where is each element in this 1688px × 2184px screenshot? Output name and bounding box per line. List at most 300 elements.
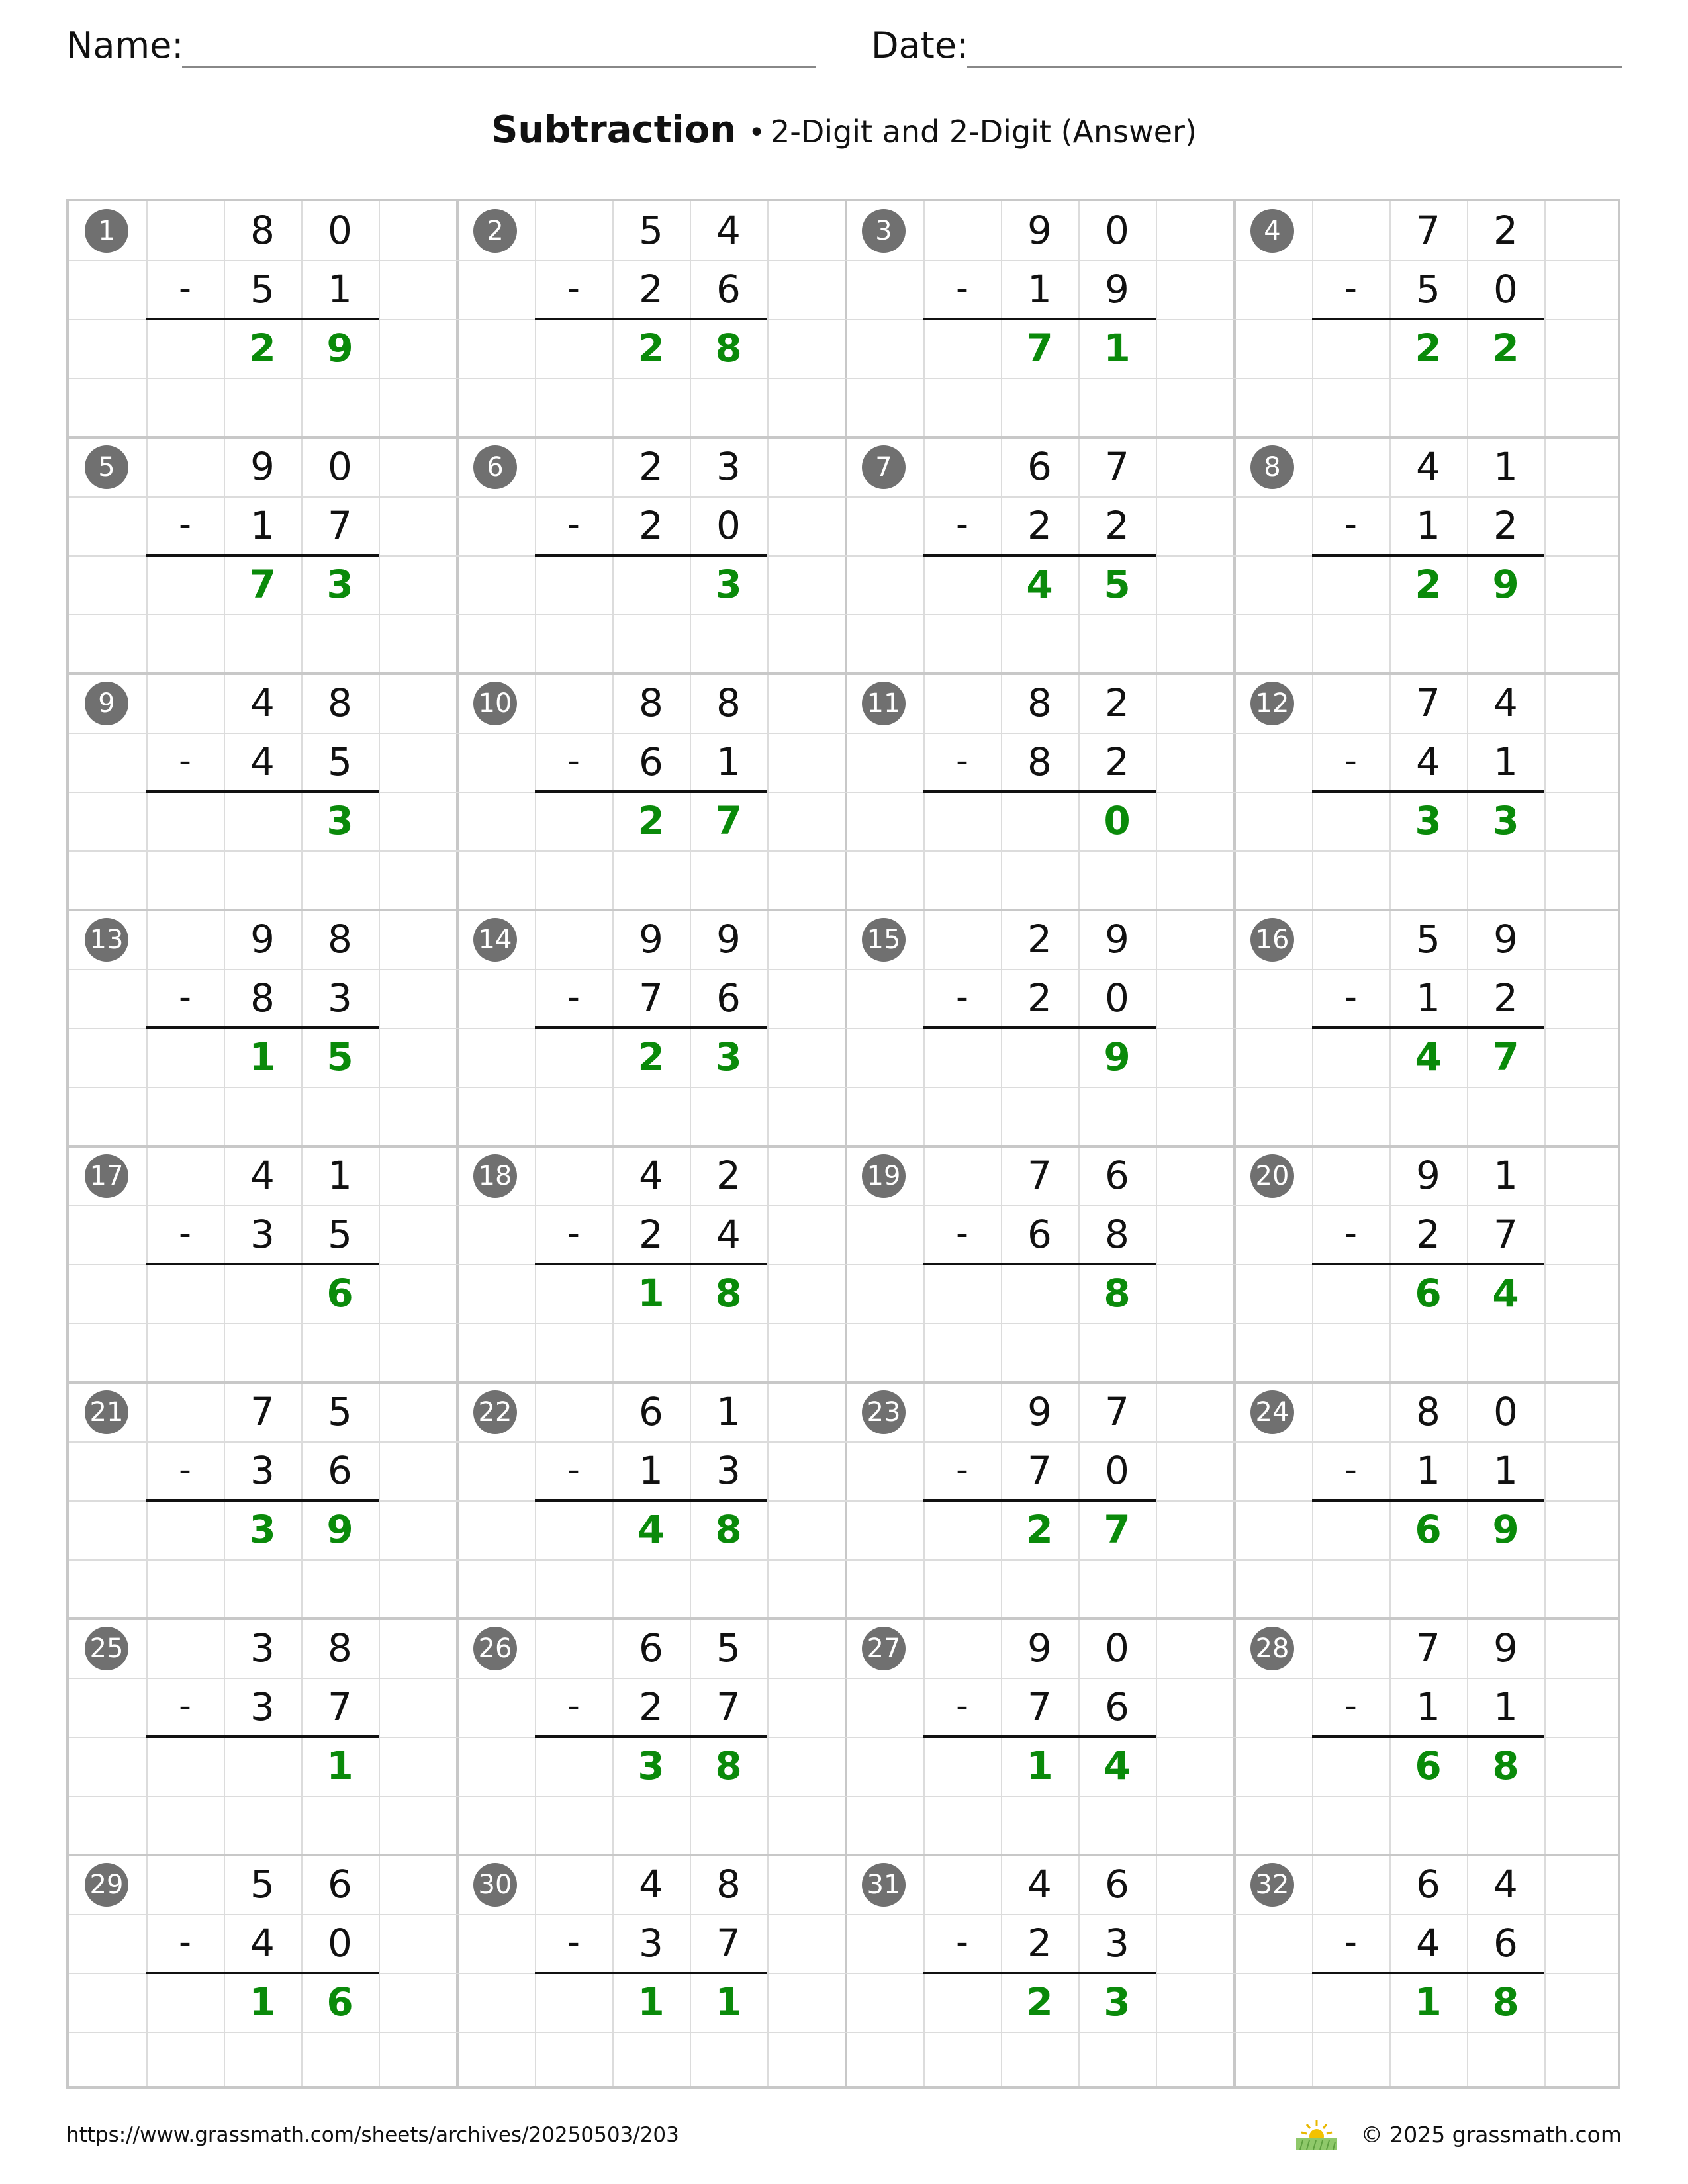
subtrahend-tens-digit: 6	[639, 739, 663, 784]
problem-number-badge: 19	[862, 1154, 906, 1198]
minuend-ones-digit: 8	[716, 680, 741, 725]
subtrahend-ones-digit: 5	[328, 1212, 352, 1257]
subtrahend-tens-digit: 6	[1027, 1212, 1052, 1257]
minus-sign: -	[567, 269, 580, 308]
minuend-tens-digit: 6	[1416, 1862, 1440, 1907]
minus-sign: -	[1344, 741, 1357, 781]
subtrahend-ones-digit: 1	[1493, 739, 1518, 784]
problem-30	[457, 1855, 846, 2091]
problem-number-badge: 11	[862, 682, 906, 725]
minuend-tens-digit: 9	[1027, 1389, 1052, 1434]
problem-7	[846, 437, 1235, 674]
answer-ones-digit: 3	[715, 1034, 742, 1079]
name-line[interactable]	[182, 66, 816, 68]
answer-ones-digit: 3	[1103, 1979, 1131, 2025]
problem-11	[846, 674, 1235, 910]
minus-sign: -	[567, 1214, 580, 1253]
subtrahend-tens-digit: 7	[1027, 1448, 1052, 1493]
subtrahend-tens-digit: 3	[639, 1921, 663, 1966]
minuend-tens-digit: 6	[639, 1625, 663, 1670]
name-field[interactable]	[66, 24, 816, 68]
answer-ones-digit: 1	[1103, 326, 1131, 371]
minuend-ones-digit: 0	[328, 208, 352, 253]
problem-9	[69, 674, 457, 910]
problem-15	[846, 910, 1235, 1146]
minuend-tens-digit: 9	[1027, 1625, 1052, 1670]
answer-tens-digit	[1001, 792, 1078, 850]
subtrahend-ones-digit: 1	[716, 739, 741, 784]
answer-ones-digit: 9	[326, 326, 353, 371]
subtrahend-tens-digit: 5	[1416, 267, 1440, 312]
minus-sign: -	[179, 978, 191, 1017]
problem-number-badge: 25	[85, 1627, 128, 1670]
subtrahend-tens-digit: 4	[250, 739, 275, 784]
answer-ones-digit: 1	[326, 1743, 353, 1788]
answer-ones-digit: 5	[326, 1034, 353, 1079]
answer-tens-digit: 2	[1026, 1507, 1053, 1552]
answer-tens-digit: 1	[249, 1979, 276, 2025]
answer-ones-digit: 4	[1103, 1743, 1131, 1788]
problem-5	[69, 437, 457, 674]
minus-sign: -	[956, 1450, 968, 1490]
answer-tens-digit: 3	[637, 1743, 665, 1788]
minuend-ones-digit: 5	[716, 1625, 741, 1670]
subtrahend-tens-digit: 3	[250, 1684, 275, 1729]
answer-ones-digit: 4	[1492, 1271, 1519, 1316]
answer-tens-digit: 2	[1415, 326, 1442, 371]
subtrahend-tens-digit: 4	[250, 1921, 275, 1966]
subtrahend-tens-digit: 4	[1416, 1921, 1440, 1966]
minus-sign: -	[1344, 978, 1357, 1017]
answer-ones-digit: 5	[1103, 562, 1131, 607]
problem-21	[69, 1383, 457, 1619]
answer-ones-digit: 7	[715, 798, 742, 843]
minuend-ones-digit: 8	[328, 680, 352, 725]
minus-sign: -	[179, 269, 191, 308]
minuend-tens-digit: 5	[250, 1862, 275, 1907]
subtrahend-ones-digit: 3	[1105, 1921, 1129, 1966]
answer-tens-digit: 4	[1026, 562, 1053, 607]
minuend-tens-digit: 4	[250, 680, 275, 725]
answer-tens-digit: 4	[637, 1507, 665, 1552]
minuend-tens-digit: 2	[639, 444, 663, 489]
subtrahend-tens-digit: 7	[639, 976, 663, 1021]
subtrahend-ones-digit: 0	[328, 1921, 352, 1966]
worksheet-title	[0, 106, 1688, 163]
subtrahend-ones-digit: 7	[716, 1921, 741, 1966]
problem-number-badge: 31	[862, 1863, 906, 1907]
subtrahend-tens-digit: 2	[1027, 1921, 1052, 1966]
minuend-tens-digit: 9	[1027, 208, 1052, 253]
minuend-ones-digit: 0	[1105, 208, 1129, 253]
subtrahend-ones-digit: 3	[716, 1448, 741, 1493]
subtrahend-ones-digit: 1	[1493, 1684, 1518, 1729]
minuend-tens-digit: 8	[250, 208, 275, 253]
minus-sign: -	[567, 741, 580, 781]
minuend-tens-digit: 9	[639, 917, 663, 962]
minus-sign: -	[956, 505, 968, 545]
problem-18	[457, 1146, 846, 1383]
minus-sign: -	[179, 741, 191, 781]
answer-tens-digit: 2	[1415, 562, 1442, 607]
problem-number-badge: 30	[473, 1863, 517, 1907]
minuend-tens-digit: 8	[1416, 1389, 1440, 1434]
problem-number-badge: 10	[473, 682, 517, 725]
problem-2	[457, 201, 846, 437]
minuend-ones-digit: 9	[716, 917, 741, 962]
answer-tens-digit: 7	[1026, 326, 1053, 371]
subtrahend-tens-digit: 1	[1416, 976, 1440, 1021]
minuend-ones-digit: 7	[1105, 1389, 1129, 1434]
answer-tens-digit: 1	[249, 1034, 276, 1079]
minuend-tens-digit: 9	[1416, 1153, 1440, 1198]
problem-number-badge: 23	[862, 1390, 906, 1434]
subtrahend-tens-digit: 2	[639, 1212, 663, 1257]
problem-number-badge: 7	[862, 445, 906, 489]
answer-ones-digit: 3	[326, 798, 353, 843]
problem-32	[1235, 1855, 1623, 2091]
answer-tens-digit: 2	[1026, 1979, 1053, 2025]
minus-sign: -	[567, 1923, 580, 1962]
minuend-tens-digit: 7	[1416, 680, 1440, 725]
minuend-ones-digit: 2	[1105, 680, 1129, 725]
problem-20	[1235, 1146, 1623, 1383]
minuend-ones-digit: 2	[1493, 208, 1518, 253]
answer-tens-digit: 6	[1415, 1743, 1442, 1788]
sun-over-grass-icon	[1293, 2118, 1340, 2151]
minus-sign: -	[1344, 269, 1357, 308]
subtrahend-ones-digit: 0	[1493, 267, 1518, 312]
minuend-ones-digit: 9	[1105, 917, 1129, 962]
answer-tens-digit: 6	[1415, 1271, 1442, 1316]
minuend-tens-digit: 3	[250, 1625, 275, 1670]
minuend-ones-digit: 8	[328, 1625, 352, 1670]
minus-sign: -	[179, 1923, 191, 1962]
minus-sign: -	[567, 1450, 580, 1490]
minuend-ones-digit: 4	[716, 208, 741, 253]
minuend-tens-digit: 4	[1416, 444, 1440, 489]
subtrahend-ones-digit: 6	[328, 1448, 352, 1493]
minus-sign: -	[179, 1214, 191, 1253]
problem-number-badge: 17	[85, 1154, 128, 1198]
subtrahend-ones-digit: 0	[716, 503, 741, 548]
minuend-tens-digit: 4	[1027, 1862, 1052, 1907]
minuend-tens-digit: 6	[639, 1389, 663, 1434]
subtrahend-tens-digit: 8	[1027, 739, 1052, 784]
subtrahend-tens-digit: 1	[250, 503, 275, 548]
title-separator: •	[748, 116, 766, 150]
subtrahend-tens-digit: 2	[639, 1684, 663, 1729]
subtrahend-tens-digit: 1	[1027, 267, 1052, 312]
subtrahend-ones-digit: 2	[1493, 976, 1518, 1021]
footer-copyright: © 2025 grassmath.com	[1360, 2121, 1622, 2148]
problem-number-badge: 18	[473, 1154, 517, 1198]
problem-number-badge: 5	[85, 445, 128, 489]
problem-26	[457, 1619, 846, 1855]
minus-sign: -	[1344, 505, 1357, 545]
subtrahend-tens-digit: 8	[250, 976, 275, 1021]
subtrahend-ones-digit: 7	[1493, 1212, 1518, 1257]
minus-sign: -	[956, 1214, 968, 1253]
answer-tens-digit: 2	[637, 1034, 665, 1079]
problem-number-badge: 15	[862, 918, 906, 962]
problem-number-badge: 4	[1250, 209, 1294, 253]
problem-number-badge: 3	[862, 209, 906, 253]
minuend-ones-digit: 9	[1493, 1625, 1518, 1670]
problem-28	[1235, 1619, 1623, 1855]
subtrahend-ones-digit: 1	[1493, 1448, 1518, 1493]
subtrahend-ones-digit: 2	[1493, 503, 1518, 548]
problem-number-badge: 27	[862, 1627, 906, 1670]
answer-ones-digit: 2	[1492, 326, 1519, 371]
date-field[interactable]	[871, 24, 1622, 68]
minuend-ones-digit: 1	[1493, 444, 1518, 489]
answer-ones-digit: 8	[1492, 1743, 1519, 1788]
answer-tens-digit: 3	[1415, 798, 1442, 843]
problem-grid	[66, 199, 1620, 2089]
footer-branding	[1293, 2118, 1622, 2151]
minuend-tens-digit: 4	[250, 1153, 275, 1198]
answer-ones-digit: 1	[715, 1979, 742, 2025]
problem-22	[457, 1383, 846, 1619]
minuend-ones-digit: 7	[1105, 444, 1129, 489]
answer-tens-digit	[1001, 1028, 1078, 1087]
minuend-tens-digit: 9	[250, 444, 275, 489]
answer-ones-digit: 8	[715, 1507, 742, 1552]
problem-23	[846, 1383, 1235, 1619]
subtrahend-tens-digit: 2	[1027, 976, 1052, 1021]
answer-tens-digit: 2	[637, 326, 665, 371]
minuend-tens-digit: 2	[1027, 917, 1052, 962]
answer-tens-digit	[1001, 1264, 1078, 1323]
answer-ones-digit: 8	[715, 1743, 742, 1788]
minuend-tens-digit: 8	[639, 680, 663, 725]
problem-number-badge: 24	[1250, 1390, 1294, 1434]
minus-sign: -	[956, 1686, 968, 1726]
answer-tens-digit	[224, 1264, 301, 1323]
problem-number-badge: 2	[473, 209, 517, 253]
problem-27	[846, 1619, 1235, 1855]
subtrahend-ones-digit: 6	[716, 976, 741, 1021]
minuend-tens-digit: 5	[1416, 917, 1440, 962]
minus-sign: -	[567, 505, 580, 545]
answer-ones-digit: 3	[1492, 798, 1519, 843]
subtrahend-ones-digit: 5	[328, 739, 352, 784]
subtrahend-tens-digit: 2	[1416, 1212, 1440, 1257]
subtrahend-ones-digit: 2	[1105, 503, 1129, 548]
name-label: Name:	[66, 24, 184, 66]
answer-ones-digit: 3	[715, 562, 742, 607]
minus-sign: -	[956, 741, 968, 781]
minus-sign: -	[1344, 1214, 1357, 1253]
problem-number-badge: 26	[473, 1627, 517, 1670]
minuend-ones-digit: 9	[1493, 917, 1518, 962]
minus-sign: -	[179, 505, 191, 545]
problem-8	[1235, 437, 1623, 674]
minus-sign: -	[179, 1686, 191, 1726]
problem-25	[69, 1619, 457, 1855]
answer-ones-digit: 8	[715, 326, 742, 371]
subtrahend-tens-digit: 1	[1416, 503, 1440, 548]
date-line[interactable]	[967, 66, 1622, 68]
minuend-tens-digit: 6	[1027, 444, 1052, 489]
answer-tens-digit: 4	[1415, 1034, 1442, 1079]
minuend-tens-digit: 4	[639, 1153, 663, 1198]
problem-1	[69, 201, 457, 437]
minuend-tens-digit: 8	[1027, 680, 1052, 725]
answer-tens-digit	[224, 1737, 301, 1796]
answer-ones-digit: 6	[326, 1271, 353, 1316]
answer-tens-digit	[612, 555, 690, 614]
problem-number-badge: 9	[85, 682, 128, 725]
subtrahend-tens-digit: 2	[639, 503, 663, 548]
minuend-ones-digit: 4	[1493, 680, 1518, 725]
subtrahend-ones-digit: 9	[1105, 267, 1129, 312]
minus-sign: -	[179, 1450, 191, 1490]
minus-sign: -	[956, 269, 968, 308]
subtrahend-tens-digit: 1	[1416, 1684, 1440, 1729]
problem-31	[846, 1855, 1235, 2091]
subtrahend-ones-digit: 3	[328, 976, 352, 1021]
subtrahend-ones-digit: 0	[1105, 976, 1129, 1021]
subtrahend-ones-digit: 0	[1105, 1448, 1129, 1493]
problem-number-badge: 20	[1250, 1154, 1294, 1198]
subtrahend-tens-digit: 3	[250, 1212, 275, 1257]
answer-ones-digit: 8	[1492, 1979, 1519, 2025]
answer-tens-digit: 6	[1415, 1507, 1442, 1552]
problem-6	[457, 437, 846, 674]
subtrahend-ones-digit: 2	[1105, 739, 1129, 784]
subtrahend-ones-digit: 6	[716, 267, 741, 312]
answer-tens-digit: 1	[637, 1979, 665, 2025]
minuend-ones-digit: 6	[328, 1862, 352, 1907]
subtrahend-ones-digit: 8	[1105, 1212, 1129, 1257]
minuend-ones-digit: 6	[1105, 1862, 1129, 1907]
subtrahend-ones-digit: 4	[716, 1212, 741, 1257]
answer-ones-digit: 6	[326, 1979, 353, 2025]
answer-tens-digit: 2	[249, 326, 276, 371]
footer-url: https://www.grassmath.com/sheets/archives/20250503/203	[66, 2123, 679, 2147]
minuend-ones-digit: 4	[1493, 1862, 1518, 1907]
problem-17	[69, 1146, 457, 1383]
answer-tens-digit: 1	[637, 1271, 665, 1316]
problem-3	[846, 201, 1235, 437]
problem-14	[457, 910, 846, 1146]
minuend-ones-digit: 8	[328, 917, 352, 962]
minuend-tens-digit: 9	[250, 917, 275, 962]
subtrahend-ones-digit: 7	[328, 1684, 352, 1729]
problem-13	[69, 910, 457, 1146]
problem-29	[69, 1855, 457, 2091]
answer-ones-digit: 9	[1492, 562, 1519, 607]
problem-number-badge: 22	[473, 1390, 517, 1434]
title-main: Subtraction	[491, 109, 737, 152]
problem-24	[1235, 1383, 1623, 1619]
answer-tens-digit	[224, 792, 301, 850]
answer-tens-digit: 1	[1026, 1743, 1053, 1788]
minus-sign: -	[956, 1923, 968, 1962]
minuend-ones-digit: 0	[328, 444, 352, 489]
minuend-ones-digit: 6	[1105, 1153, 1129, 1198]
minuend-tens-digit: 7	[1416, 1625, 1440, 1670]
problem-number-badge: 8	[1250, 445, 1294, 489]
minuend-ones-digit: 8	[716, 1862, 741, 1907]
problem-number-badge: 29	[85, 1863, 128, 1907]
minus-sign: -	[1344, 1923, 1357, 1962]
problem-16	[1235, 910, 1623, 1146]
minuend-ones-digit: 0	[1493, 1389, 1518, 1434]
problem-number-badge: 6	[473, 445, 517, 489]
subtrahend-tens-digit: 7	[1027, 1684, 1052, 1729]
minuend-tens-digit: 5	[639, 208, 663, 253]
minuend-tens-digit: 7	[250, 1389, 275, 1434]
minuend-tens-digit: 4	[639, 1862, 663, 1907]
subtrahend-tens-digit: 5	[250, 267, 275, 312]
minuend-ones-digit: 5	[328, 1389, 352, 1434]
minus-sign: -	[567, 978, 580, 1017]
problem-number-badge: 32	[1250, 1863, 1294, 1907]
subtrahend-ones-digit: 1	[328, 267, 352, 312]
subtrahend-tens-digit: 1	[639, 1448, 663, 1493]
minuend-ones-digit: 1	[328, 1153, 352, 1198]
minus-sign: -	[956, 978, 968, 1017]
title-subtitle: 2-Digit and 2-Digit (Answer)	[771, 114, 1197, 150]
subtrahend-ones-digit: 7	[716, 1684, 741, 1729]
subtrahend-tens-digit: 4	[1416, 739, 1440, 784]
answer-ones-digit: 0	[1103, 798, 1131, 843]
date-label: Date:	[871, 24, 969, 66]
problem-12	[1235, 674, 1623, 910]
problem-number-badge: 12	[1250, 682, 1294, 725]
problem-number-badge: 16	[1250, 918, 1294, 962]
answer-ones-digit: 9	[326, 1507, 353, 1552]
answer-tens-digit: 3	[249, 1507, 276, 1552]
problem-number-badge: 13	[85, 918, 128, 962]
problem-4	[1235, 201, 1623, 437]
minuend-tens-digit: 7	[1416, 208, 1440, 253]
problem-number-badge: 28	[1250, 1627, 1294, 1670]
minus-sign: -	[1344, 1450, 1357, 1490]
minus-sign: -	[1344, 1686, 1357, 1726]
answer-ones-digit: 9	[1492, 1507, 1519, 1552]
subtrahend-tens-digit: 2	[639, 267, 663, 312]
minuend-ones-digit: 2	[716, 1153, 741, 1198]
minuend-tens-digit: 7	[1027, 1153, 1052, 1198]
subtrahend-tens-digit: 3	[250, 1448, 275, 1493]
subtrahend-tens-digit: 2	[1027, 503, 1052, 548]
problem-number-badge: 14	[473, 918, 517, 962]
minuend-ones-digit: 3	[716, 444, 741, 489]
minus-sign: -	[567, 1686, 580, 1726]
subtrahend-ones-digit: 6	[1493, 1921, 1518, 1966]
answer-ones-digit: 8	[1103, 1271, 1131, 1316]
problem-10	[457, 674, 846, 910]
answer-tens-digit: 1	[1415, 1979, 1442, 2025]
answer-ones-digit: 7	[1103, 1507, 1131, 1552]
answer-ones-digit: 8	[715, 1271, 742, 1316]
problem-number-badge: 21	[85, 1390, 128, 1434]
subtrahend-ones-digit: 6	[1105, 1684, 1129, 1729]
subtrahend-ones-digit: 7	[328, 503, 352, 548]
minuend-ones-digit: 1	[1493, 1153, 1518, 1198]
answer-ones-digit: 3	[326, 562, 353, 607]
subtrahend-tens-digit: 1	[1416, 1448, 1440, 1493]
minuend-ones-digit: 0	[1105, 1625, 1129, 1670]
answer-tens-digit: 7	[249, 562, 276, 607]
answer-ones-digit: 7	[1492, 1034, 1519, 1079]
problem-19	[846, 1146, 1235, 1383]
answer-tens-digit: 2	[637, 798, 665, 843]
